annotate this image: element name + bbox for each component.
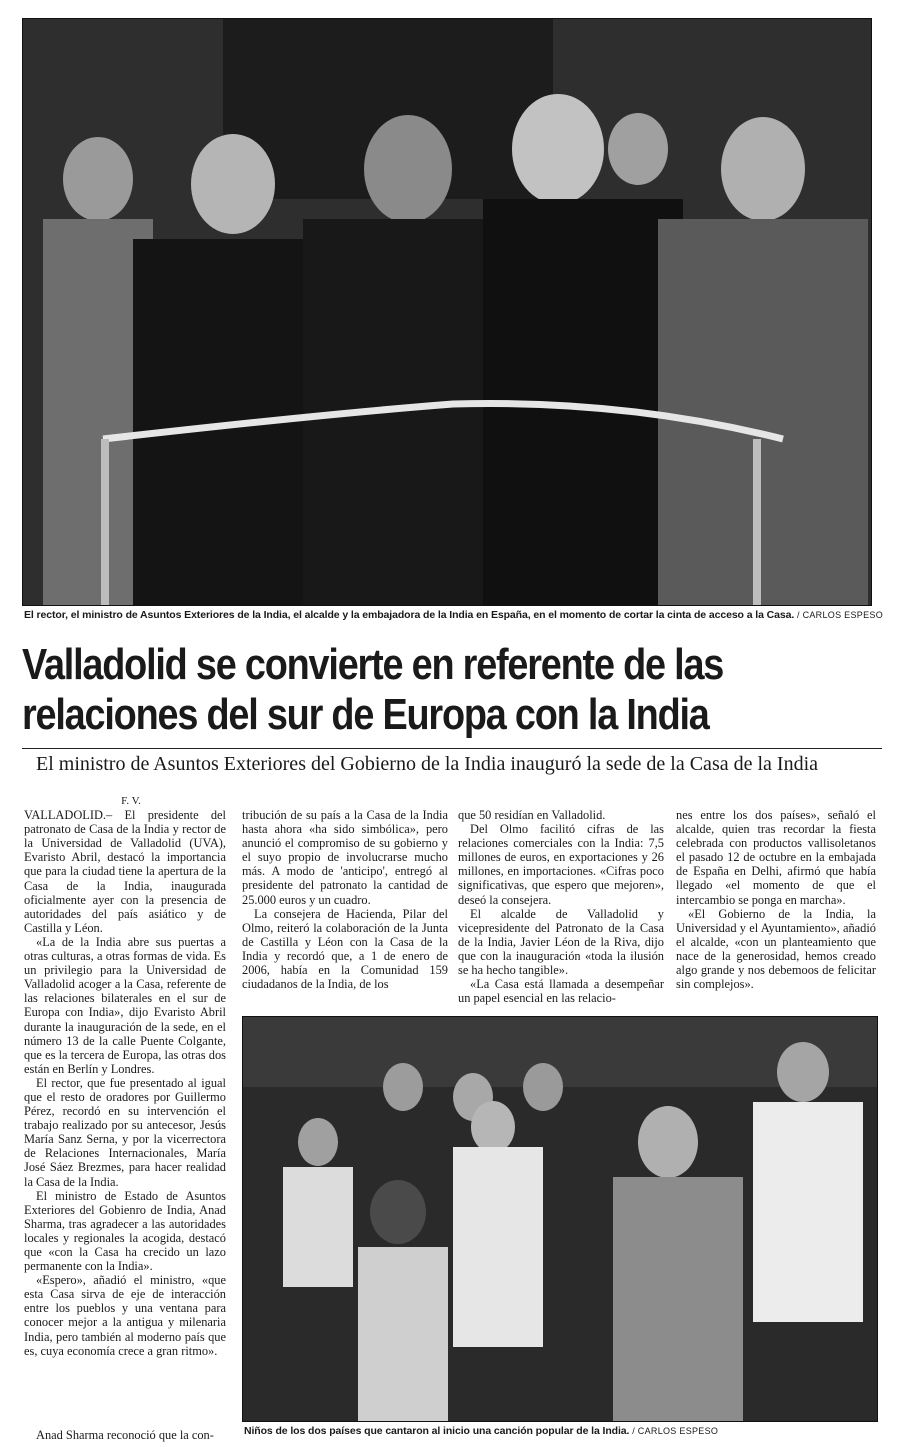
article-column-1 — [24, 794, 226, 1358]
article-column-4 — [676, 808, 876, 991]
article-column-3 — [458, 808, 664, 1005]
caption-text: El rector, el ministro de Asuntos Exteriores de la India, el alcalde y la embajadora de la India en España, en el momento de cortar la cinta de acceso a la Casa. — [24, 609, 795, 621]
article-column-2 — [242, 808, 448, 991]
ribbon-cutting-photo — [22, 18, 872, 606]
paragraph: El alcalde de Valladolid y vicepresidente del Patronato de la Casa de la India, Javier Léon de la Riva, dijo que con la inauguración «toda la ilusión se ha hecho tangible». — [458, 906, 664, 978]
paragraph: nes entre los dos países», señaló el alcalde, quien tras recordar la fiesta celebrada con productos vallisoletanos el pasado 12 de octubre en la embajada de España en Delhi, afirmó que había llegado «el momento de que el intercambio se ponga en marcha». — [676, 808, 876, 907]
photo-illustration — [23, 19, 871, 605]
photo-caption-top — [24, 609, 883, 621]
paragraph: Del Olmo facilitó cifras de las relaciones comerciales con la India: 7,5 millones de euros, en exportaciones y 26 millones, en importaciones. «Cifras poco significativas, que espero que mejoren», deseó la consejera. — [458, 822, 664, 907]
photo-caption-bottom — [244, 1425, 718, 1437]
paragraph: VALLADOLID.– El presidente del patronato de Casa de la India y rector de la Universidad de Valladolid (UVA), Evaristo Abril, destacó la importancia que para la ciudad tiene la apertura de la Casa de la India, inaugurada oficialmente ayer con la presencia de autoridades del país asiático y de Castilla y Léon. — [24, 808, 226, 935]
paragraph: «La de la India abre sus puertas a otras culturas, a otras formas de vida. Es un privilegio para la Universidad de Valladolid acoger a la Casa, referente de las relaciones bilaterales en el sur de Europa con India», dijo Evaristo Abril durante la inauguración de la sede, en el número 13 de la calle Puente Colgante, que es la tercera de Europa, las otras dos están en Berlín y Londres. — [24, 934, 226, 1076]
paragraph: El ministro de Estado de Asuntos Exteriores del Gobienro de India, Anad Sharma, tras agradecer a las autoridades locales y regionales la acogida, destacó que «con la Casa ha crecido un lazo permanente con la India». — [24, 1188, 226, 1274]
headline-line-1: Valladolid se convierte en referente de las — [22, 640, 724, 689]
photo-illustration — [243, 1017, 877, 1421]
subheadline: El ministro de Asuntos Exteriores del Gobierno de la India inauguró la sede de la Casa de la India — [36, 753, 819, 775]
paragraph-continued — [24, 1428, 226, 1443]
photo-credit: / CARLOS ESPESO — [632, 1426, 719, 1436]
photo-credit: / CARLOS ESPESO — [796, 610, 883, 620]
headline-line-2: relaciones del sur de Europa con la India — [22, 690, 709, 739]
paragraph: «La Casa está llamada a desempeñar un papel esencial en las relacio- — [458, 977, 664, 1006]
paragraph: La consejera de Hacienda, Pilar del Olmo, reiteró la colaboración de la Junta de Castilla y Léon con la Casa de la India y recordó que, a 1 de enero de 2006, había en la Comunidad 159 ciudadanos de la India, de los — [242, 906, 448, 992]
paragraph: «Espero», añadió el ministro, «que esta Casa sirva de eje de interacción entre los pueblos y una ventana para conocer mejor a la antigua y milenaria India, pero también al moderno país que es, cuya economía crece a gran ritmo». — [24, 1273, 226, 1358]
paragraph: tribución de su país a la Casa de la India hasta ahora «ha sido simbólica», pero anunció el compromiso de su gobierno y el suyo propio de involucrarse mucho más. A modo de 'anticipo', entregó al presidente del patronato la cantidad de 25.000 euros y un cuadro. — [242, 808, 448, 907]
paragraph: «El Gobierno de la India, la Universidad y el Ayuntamiento», añadió el alcalde, «con un planteamiento que nace de la generosidad, hemos creado algo grande y nos debemoos de felicitar sin complejos». — [676, 906, 876, 992]
byline: F. V. — [121, 795, 141, 807]
caption-text: Niños de los dos países que cantaron al inicio una canción popular de la India. — [244, 1425, 630, 1437]
paragraph-start: Anad Sharma reconoció que la con- — [36, 1428, 214, 1442]
paragraph: que 50 residían en Valladolid. — [458, 808, 606, 822]
headline — [22, 640, 762, 740]
paragraph: El rector, que fue presentado al igual que el resto de oradores por Guillermo Pérez, recordó en su intervención el trabajo realizado por su antecesor, Jesús María Sanz Serna, y por la vicerrectora de Relaciones Internacionales, María José Sáez Brezmes, para hacer realidad la Casa de la India. — [24, 1075, 226, 1189]
divider-rule — [22, 748, 882, 749]
children-singing-photo — [242, 1016, 878, 1422]
